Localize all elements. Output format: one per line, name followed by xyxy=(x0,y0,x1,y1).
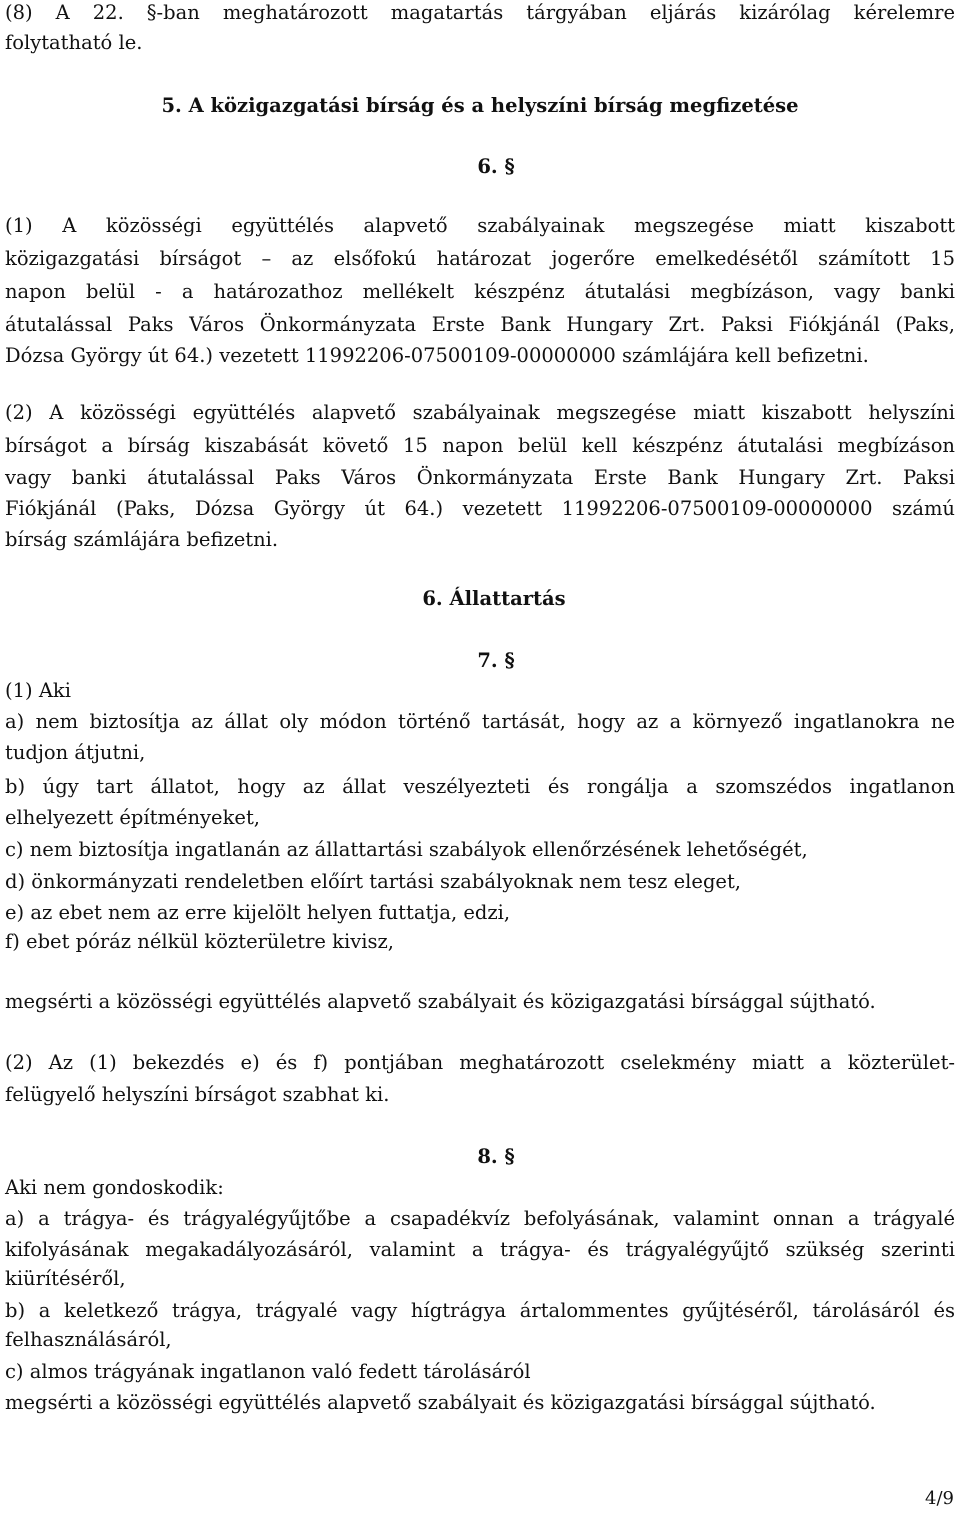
paragraph-line: átutalással Paks Város Önkormányzata Erste Bank Hungary Zrt. Paksi Fiókjánál (Paks, xyxy=(5,313,955,336)
list-item: f) ebet póráz nélkül közterületre kivisz, xyxy=(5,930,394,953)
chapter-title: 5. A közigazgatási bírság és a helyszíni bírság megfizetése xyxy=(161,94,799,117)
paragraph-line: napon belül - a határozathoz mellékelt készpénz átutalási megbízáson, vagy banki xyxy=(5,280,955,303)
list-item: d) önkormányzati rendeletben előírt tartási szabályoknak nem tesz eleget, xyxy=(5,870,742,893)
paragraph-line: bírság számlájára befizetni. xyxy=(5,528,279,551)
paragraph-line: (1) A közösségi együttélés alapvető szabályainak megszegése miatt kiszabott xyxy=(5,214,955,237)
section-title: 8. § xyxy=(477,1145,515,1168)
paragraph-line: Dózsa György út 64.) vezetett 11992206-07500109-00000000 számlájára kell befizetni. xyxy=(5,344,869,367)
list-item: a) a trágya- és trágyalégyűjtőbe a csapadékvíz befolyásának, valamint onnan a trágyalé xyxy=(5,1207,955,1230)
paragraph-line: megsérti a közösségi együttélés alapvető szabályait és közigazgatási bírsággal sújtható. xyxy=(5,1391,876,1414)
chapter-title: 6. Állattartás xyxy=(422,587,566,610)
list-item: c) almos trágyának ingatlanon való fedett tárolásáról xyxy=(5,1360,531,1383)
list-item-continuation: tudjon átjutni, xyxy=(5,741,146,764)
paragraph-line: közigazgatási bírságot – az elsőfokú határozat jogerőre emelkedésétől számított 15 xyxy=(5,247,955,270)
paragraph-line: (2) Az (1) bekezdés e) és f) pontjában meghatározott cselekmény miatt a közterület- xyxy=(5,1051,955,1074)
paragraph-line: (2) A közösségi együttélés alapvető szabályainak megszegése miatt kiszabott helyszíni xyxy=(5,401,955,424)
list-item: b) a keletkező trágya, trágyalé vagy hígtrágya ártalommentes gyűjtéséről, tárolásáról és xyxy=(5,1299,955,1322)
paragraph-line: folytatható le. xyxy=(5,31,143,54)
paragraph-line: bírságot a bírság kiszabását követő 15 napon belül kell készpénz átutalási megbízáson xyxy=(5,434,955,457)
paragraph-line: (1) Aki xyxy=(5,679,71,702)
list-item: e) az ebet nem az erre kijelölt helyen futtatja, edzi, xyxy=(5,901,511,924)
section-title: 6. § xyxy=(477,155,515,178)
section-title: 7. § xyxy=(477,649,515,672)
list-item-continuation: kiürítéséről, xyxy=(5,1267,126,1290)
paragraph-line: megsérti a közösségi együttélés alapvető szabályait és közigazgatási bírsággal sújtható. xyxy=(5,990,876,1013)
list-item-continuation: kifolyásának megakadályozásáról, valamint a trágya- és trágyalégyűjtő szükség szerinti xyxy=(5,1238,955,1261)
paragraph-line: Aki nem gondoskodik: xyxy=(5,1176,224,1199)
paragraph-line: vagy banki átutalással Paks Város Önkormányzata Erste Bank Hungary Zrt. Paksi xyxy=(5,466,955,489)
list-item-continuation: elhelyezett építményeket, xyxy=(5,806,260,829)
paragraph-line: Fiókjánál (Paks, Dózsa György út 64.) vezetett 11992206-07500109-00000000 számú xyxy=(5,497,955,520)
list-item-continuation: felhasználásáról, xyxy=(5,1328,172,1351)
list-item: c) nem biztosítja ingatlanán az állattartási szabályok ellenőrzésének lehetőségét, xyxy=(5,838,808,861)
paragraph-line: felügyelő helyszíni bírságot szabhat ki. xyxy=(5,1083,390,1106)
list-item: a) nem biztosítja az állat oly módon történő tartását, hogy az a környező ingatlanokra ne xyxy=(5,710,955,733)
page-number: 4/9 xyxy=(925,1488,954,1509)
paragraph-line: (8) A 22. §-ban meghatározott magatartás tárgyában eljárás kizárólag kérelemre xyxy=(5,1,955,24)
list-item: b) úgy tart állatot, hogy az állat veszélyezteti és rongálja a szomszédos ingatlanon xyxy=(5,775,955,798)
